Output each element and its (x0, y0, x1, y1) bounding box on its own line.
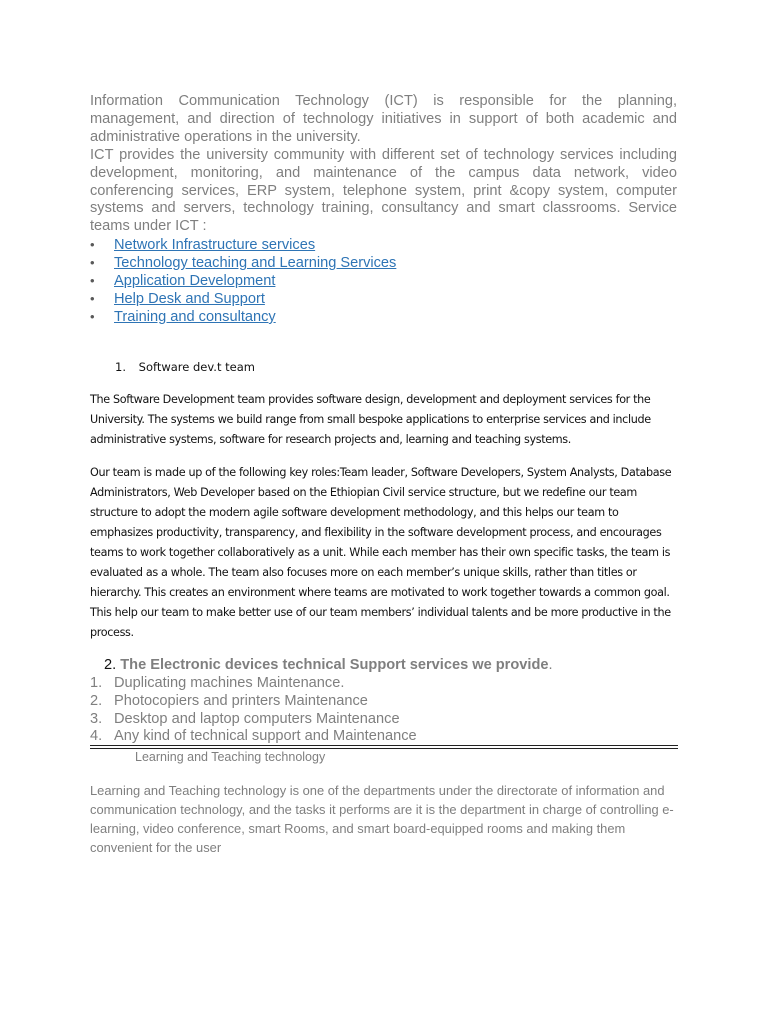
link-application-development[interactable]: Application Development (114, 273, 276, 289)
list-item (90, 728, 680, 746)
intro-paragraph-2: ICT provides the university community with different set of technology services including development, monitoring, and maintenance of the campus data network, video conferencing services, ERP system, telephone system, print &copy system, computer systems and servers, technology training, consultancy and smart classrooms. Service teams under ICT : (90, 146, 677, 235)
item-text: Photocopiers and printers Maintenance (114, 692, 368, 709)
bullet-icon: • (90, 273, 95, 288)
link-technology-teaching[interactable]: Technology teaching and Learning Services (114, 255, 397, 271)
list-item (90, 675, 680, 693)
bullet-icon: • (90, 237, 95, 252)
bullet-icon: • (90, 255, 95, 270)
electronic-section-heading (104, 655, 553, 675)
maintenance-list (90, 675, 680, 746)
bullet-icon: • (90, 291, 95, 306)
list-item (90, 272, 677, 290)
item-number: 2. (90, 692, 103, 709)
section-title: The Electronic devices technical Support services we provide (120, 657, 549, 673)
list-item (90, 236, 677, 254)
service-teams-list (90, 236, 677, 326)
list-item (90, 290, 677, 308)
learning-section-heading: Learning and Teaching technology (135, 750, 326, 764)
list-item (90, 254, 677, 272)
item-text: Desktop and laptop computers Maintenance (114, 710, 400, 727)
intro-paragraph-1: Information Communication Technology (ICT) is responsible for the planning, management, and direction of technology initiatives in support of both academic and administrative operations in the university. (90, 93, 677, 145)
software-paragraph-2: Our team is made up of the following key roles:Team leader, Software Developers, System Analysts, Database Administrators, Web Developer based on the Ethiopian Civil service structure, but we redefine our team structure to adopt the modern agile software development methodology, and this helps our team to emphasizes productivity, transparency, and flexibility in the software development process, and encourages teams to work together collaboratively as a unit. While each member has their own specific tasks, the team is evaluated as a whole. The team also focuses more on each member’s unique skills, rather than titles or hierarchy. This creates an environment where teams are motivated to work together towards a common goal. This help our team to make better use of our team members’ individual talents and be more productive in the process. (90, 466, 672, 639)
item-number: 1. (90, 675, 103, 691)
item-text: Any kind of technical support and Maintenance (114, 728, 417, 745)
ict-intro (90, 93, 677, 236)
item-text: Duplicating machines Maintenance. (114, 675, 345, 691)
list-item (90, 308, 677, 326)
software-paragraph-1: The Software Development team provides software design, development and deployment services for the University. The systems we build range from small bespoke applications to enterprise services and include administrative systems, software for research projects and, learning and teaching systems. (90, 393, 651, 446)
link-network-infrastructure[interactable]: Network Infrastructure services (114, 237, 316, 253)
item-number: 4. (90, 728, 103, 745)
link-help-desk[interactable]: Help Desk and Support (114, 291, 265, 307)
section-number: 2. (104, 657, 117, 673)
item-number: 3. (90, 710, 103, 727)
software-section-heading (115, 358, 255, 376)
link-training-consultancy[interactable]: Training and consultancy (114, 309, 276, 325)
bullet-icon: • (90, 309, 95, 324)
section-number: 1. (115, 360, 126, 374)
section-title-suffix: . (548, 657, 553, 673)
list-item (90, 693, 680, 711)
section-title: Software dev.t team (138, 360, 255, 374)
learning-paragraph: Learning and Teaching technology is one of the departments under the directorate of information and communication technology, and the tasks it performs are it is the department in charge of controlling e-learning, video conference, smart Rooms, and smart board-equipped rooms and making them convenient for the user (90, 783, 674, 855)
list-item (90, 711, 680, 729)
